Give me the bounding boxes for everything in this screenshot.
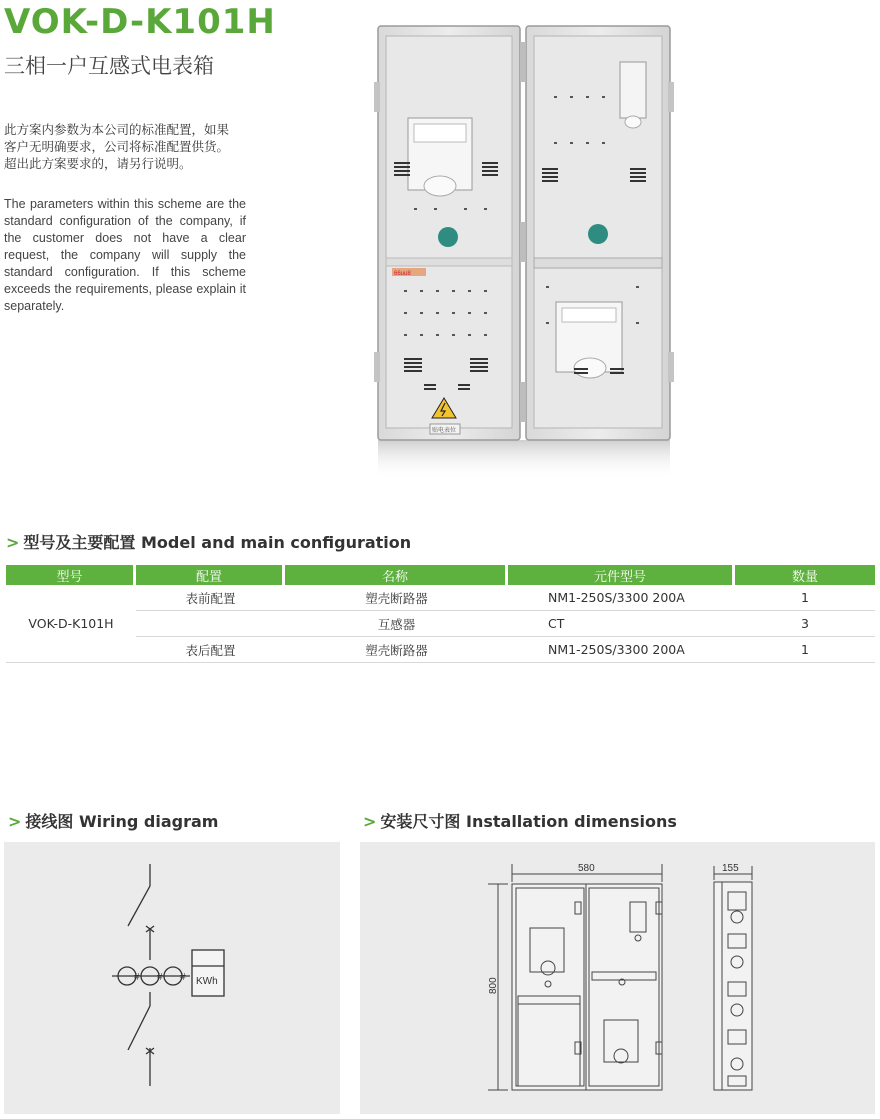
product-photo — [374, 22, 674, 482]
column-header: 元件型号 — [508, 565, 735, 585]
dimensions-panel — [360, 842, 875, 1114]
wiring-heading-cn: 接线图 — [25, 812, 74, 831]
height-dimension: 800 — [488, 977, 499, 994]
table-row — [6, 637, 875, 663]
wiring-section-heading — [8, 809, 218, 832]
config-cell: 表后配置 — [136, 637, 285, 663]
product-subtitle: 三相一户互感式电表箱 — [4, 54, 214, 78]
width-dimension: 580 — [578, 863, 595, 874]
ct-mark: # — [134, 972, 140, 983]
install-section-heading — [363, 809, 677, 832]
part-cell: CT — [508, 611, 735, 637]
column-header: 名称 — [285, 565, 508, 585]
ct-mark: # — [180, 972, 186, 983]
install-heading-en: Installation dimensions — [466, 812, 677, 831]
config-cell: 表前配置 — [136, 585, 285, 611]
dimensions-drawing — [360, 842, 875, 1114]
meter-label: KWh — [196, 976, 218, 987]
column-header: 配置 — [136, 565, 285, 585]
product-title: VOK-D-K101H — [4, 2, 276, 42]
config-table — [6, 565, 875, 663]
wiring-diagram — [4, 842, 340, 1114]
table-row — [6, 585, 875, 611]
wiring-diagram-panel — [4, 842, 340, 1114]
part-cell: NM1-250S/3300 200A — [508, 637, 735, 663]
chevron-right-icon: > — [8, 812, 22, 831]
install-heading-cn: 安装尺寸图 — [380, 812, 461, 831]
column-header: 型号 — [6, 565, 136, 585]
name-cell: 塑壳断路器 — [285, 585, 508, 611]
chevron-right-icon: > — [6, 533, 20, 552]
column-header: 数量 — [735, 565, 875, 585]
table-header-row — [6, 565, 875, 585]
name-cell: 塑壳断路器 — [285, 637, 508, 663]
description-cn — [4, 121, 254, 172]
ct-mark: # — [157, 972, 163, 983]
qty-cell: 1 — [735, 585, 875, 611]
photo-label: 贴电表位 — [432, 427, 457, 434]
depth-dimension: 155 — [722, 863, 739, 874]
description-cn-line: 客户无明确要求，公司将标准配置供货。 — [4, 139, 230, 154]
description-en: The parameters within this scheme are the standard configuration of the company, if the customer does not have a clear request, the company will supply the standard configuration. If this scheme exceeds the requirements, please explain it separately. — [4, 197, 246, 313]
config-heading-en: Model and main configuration — [141, 533, 412, 552]
qty-cell: 1 — [735, 637, 875, 663]
config-heading-cn: 型号及主要配置 — [23, 533, 136, 552]
config-section-heading — [6, 530, 411, 553]
table-row — [6, 611, 875, 637]
photo-sticker: 66uu8 — [394, 271, 411, 277]
part-cell: NM1-250S/3300 200A — [508, 585, 735, 611]
description-cn-line: 超出此方案要求的，请另行说明。 — [4, 156, 192, 171]
config-cell — [136, 611, 285, 637]
chevron-right-icon: > — [363, 812, 377, 831]
model-cell: VOK-D-K101H — [6, 585, 136, 663]
wiring-heading-en: Wiring diagram — [79, 812, 219, 831]
name-cell: 互感器 — [285, 611, 508, 637]
description-cn-line: 此方案内参数为本公司的标准配置，如果 — [4, 122, 230, 137]
qty-cell: 3 — [735, 611, 875, 637]
